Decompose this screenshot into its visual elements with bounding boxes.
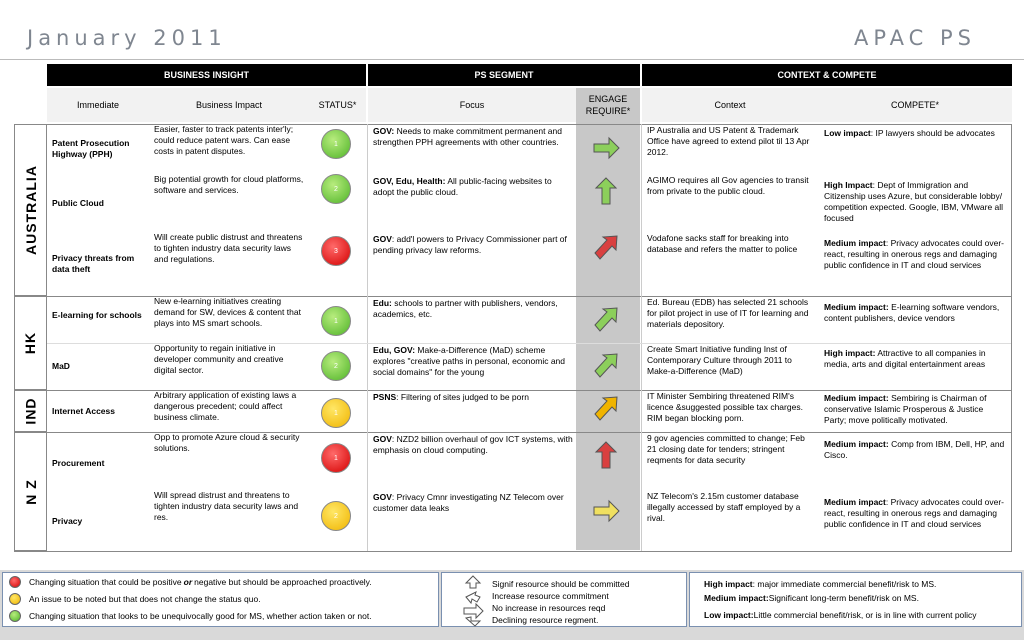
status-red-icon: 3	[321, 236, 351, 266]
context-cell: IT Minister Sembiring threatened RIM's licence &suggested possible tax charges. RIM began blocking porn.	[647, 391, 803, 423]
legend-impact-low	[704, 610, 977, 620]
legend-text-emph: or	[183, 577, 193, 587]
legend-text-emph: High impact	[704, 579, 753, 589]
compete-cell	[824, 238, 1006, 271]
legend-text: Significant long-term benefit/risk on MS.	[768, 593, 919, 603]
region-label: AUSTRALIA	[22, 165, 39, 255]
compete-text: Attractive to all companies in media, arts and digital entertainment areas	[824, 348, 986, 369]
legend-text-emph: Low impact:	[704, 610, 754, 620]
status-red-icon: 1	[321, 443, 351, 473]
legend-status-yellow	[9, 593, 261, 605]
compete-text: : Privacy advocates could over-react, resulting in onerous regs and damaging public confidence in IT and cloud services	[824, 497, 1004, 529]
impact-level: Low impact	[824, 128, 871, 138]
legend-text: No increase in resources reqd	[492, 603, 606, 613]
engage-arrows-icon	[462, 575, 484, 627]
focus-text: Needs to make commitment permanent and strengthen PPH agreements with other countries.	[373, 126, 562, 147]
col-divider	[367, 124, 368, 551]
col-business-impact: Business Impact	[149, 88, 309, 122]
page-title-date: January 2011	[27, 26, 227, 50]
legend-engage	[441, 572, 687, 627]
focus-text: : add'l powers to Privacy Commissioner part of pending privacy law reforms.	[373, 234, 567, 255]
context-cell: Vodafone sacks staff for breaking into database and refers the matter to police	[647, 233, 798, 254]
compete-cell	[824, 497, 1006, 530]
legend-text: negative but should be approached proactively.	[194, 577, 372, 587]
status-yellow-icon: 1	[321, 398, 351, 428]
compete-text: : Dept of Immigration and Citizenship uses Azure, but considerable lobby/ competition expected. Google, IBM, VMware all focused	[824, 180, 1004, 223]
focus-text: : Filtering of sites judged to be porn	[396, 392, 529, 402]
context-cell: 9 gov agencies committed to change; Feb 21 closing date for tenders; stringent reqments for data security	[647, 433, 805, 465]
focus-cell	[373, 345, 573, 378]
region-hk	[14, 296, 47, 390]
compete-text: Comp from IBM, Dell, HP, and Cisco.	[824, 439, 1005, 460]
focus-cell	[373, 176, 573, 198]
immediate-cell: MaD	[52, 361, 70, 371]
compete-text: : Privacy advocates could over-react, resulting in onerous regs and damaging public confidence in IT and cloud services	[824, 238, 1004, 270]
status-green-icon: 1	[321, 306, 351, 336]
section-ps-segment: PS SEGMENT	[368, 64, 640, 86]
impact-level: Medium impact:	[824, 302, 889, 312]
focus-segment: GOV, Edu, Health:	[373, 176, 446, 186]
business-impact-cell: Arbitrary application of existing laws a dangerous precedent; could affect business climate.	[154, 390, 297, 422]
focus-cell	[373, 126, 573, 148]
legend-status-red	[9, 576, 372, 588]
immediate-cell: Privacy	[52, 516, 83, 526]
red-status-icon	[9, 576, 21, 588]
engage-arrow-up-icon	[591, 176, 621, 206]
col-immediate: Immediate	[47, 88, 149, 122]
compete-cell	[824, 348, 1006, 370]
legend-text: An issue to be noted but that does not change the status quo.	[29, 594, 261, 604]
compete-cell	[824, 302, 1006, 324]
region-nz	[14, 432, 47, 551]
status-green-icon: 1	[321, 129, 351, 159]
compete-text: : IP lawyers should be advocates	[870, 128, 995, 138]
context-cell: AGIMO requires all Gov agencies to transit from private to the public cloud.	[647, 175, 809, 196]
focus-cell	[373, 434, 573, 456]
region-ind	[14, 390, 47, 432]
region-label: N Z	[22, 478, 39, 505]
impact-level: Medium impact	[824, 497, 886, 507]
legend-status	[2, 572, 439, 627]
compete-cell	[824, 128, 1006, 139]
immediate-cell: E-learning for schools	[52, 310, 142, 320]
col-compete: COMPETE*	[818, 88, 1012, 122]
immediate-cell: Patent Prosecution Highway (PPH)	[52, 138, 130, 159]
focus-cell	[373, 492, 573, 514]
col-divider	[641, 124, 642, 551]
business-impact-cell: Easier, faster to track patents inter'ly; could reduce patent wars. Can ease costs in patent disputes.	[154, 124, 294, 156]
region-label: HK	[22, 331, 39, 355]
business-impact-cell: Big potential growth for cloud platforms, software and services.	[154, 174, 304, 195]
impact-level: Medium impact:	[824, 393, 889, 403]
engage-arrow-right-icon	[591, 496, 621, 526]
section-context-compete: CONTEXT & COMPETE	[642, 64, 1012, 86]
status-green-icon: 2	[321, 174, 351, 204]
context-cell: NZ Telecom's 2.15m customer database illegally accessed by staff employed by a rival.	[647, 491, 801, 523]
business-impact-cell: Will create public distrust and threatens to tighten industry data security laws and regulations.	[154, 232, 303, 264]
engage-arrow-up-icon	[591, 440, 621, 470]
context-cell: Create Smart Initiative funding Inst of Contemporary Culture through 2011 to Make-a-Difference (MaD)	[647, 344, 792, 376]
compete-cell	[824, 180, 1006, 224]
status-yellow-icon: 2	[321, 501, 351, 531]
immediate-cell: Public Cloud	[52, 198, 104, 208]
legend-impact-medium	[704, 593, 919, 603]
engage-arrow-upright-icon	[591, 304, 621, 334]
focus-text: schools to partner with publishers, vendors, academics, etc.	[373, 298, 558, 319]
focus-text: : NZD2 billion overhaul of gov ICT systems, with emphasis on cloud computing.	[373, 434, 573, 455]
focus-text: Make-a-Difference (MaD) scheme explores "creative paths in personal, economic and social domains" for the young	[373, 345, 566, 377]
compete-cell	[824, 393, 1006, 426]
col-focus: Focus	[368, 88, 576, 122]
immediate-cell: Privacy threats from data theft	[52, 253, 135, 274]
col-engage: ENGAGE REQUIRE*	[576, 88, 640, 122]
impact-level: Medium impact:	[824, 439, 889, 449]
section-business-insight: BUSINESS INSIGHT	[47, 64, 366, 86]
focus-cell	[373, 234, 573, 256]
legend-text: Changing situation that looks to be unequivocally good for MS, whether action taken or not.	[29, 611, 372, 621]
focus-segment: GOV	[373, 234, 392, 244]
region-label: IND	[22, 397, 39, 425]
focus-text: All public-facing websites to adopt the public cloud.	[373, 176, 552, 197]
impact-level: High Impact	[824, 180, 873, 190]
legend-text: Increase resource commitment	[492, 591, 609, 601]
page-header	[0, 0, 1024, 60]
compete-cell	[824, 439, 1006, 461]
immediate-cell: Procurement	[52, 458, 105, 468]
table-right-border	[1011, 124, 1012, 551]
legend-impact-high	[704, 579, 936, 589]
engage-arrow-upright-icon	[591, 232, 621, 262]
focus-segment: GOV:	[373, 126, 395, 136]
context-cell: IP Australia and US Patent & Trademark Office have agreed to extend pilot til 13 Apr 2012.	[647, 125, 810, 157]
business-impact-cell: New e-learning initiatives creating demand for SW, devices & content that plays into MS smart schools.	[154, 296, 301, 328]
business-impact-cell: Opportunity to regain initiative in developer community and creative digital sector.	[154, 343, 284, 375]
business-impact-cell: Opp to promote Azure cloud & security solutions.	[154, 432, 300, 453]
green-status-icon	[9, 610, 21, 622]
legend-status-green	[9, 610, 372, 622]
focus-segment: Edu:	[373, 298, 392, 308]
legend-text: Signif resource should be committed	[492, 579, 630, 589]
row-divider	[14, 551, 1012, 552]
focus-segment: GOV	[373, 434, 392, 444]
compete-text: E-learning software vendors, content publishers, device vendors	[824, 302, 1000, 323]
focus-cell	[373, 392, 573, 403]
context-cell: Ed. Bureau (EDB) has selected 21 schools for pilot project in use of IT for learning and materials depository.	[647, 297, 809, 329]
focus-segment: Edu, GOV:	[373, 345, 416, 355]
legend-text: Little commercial benefit/risk, or is in line with current policy	[753, 610, 977, 620]
impact-level: Medium impact	[824, 238, 886, 248]
status-green-icon: 2	[321, 351, 351, 381]
focus-text: : Privacy Cmnr investigating NZ Telecom over customer data leaks	[373, 492, 564, 513]
col-status: STATUS*	[309, 88, 366, 122]
focus-segment: PSNS	[373, 392, 397, 402]
business-impact-cell: Will spread distrust and threatens to tighten industry data security laws and res.	[154, 490, 299, 522]
engage-arrow-upright-icon	[591, 350, 621, 380]
focus-segment: GOV	[373, 492, 392, 502]
engage-arrow-right-icon	[591, 133, 621, 163]
col-context: Context	[642, 88, 818, 122]
yellow-status-icon	[9, 593, 21, 605]
immediate-cell: Internet Access	[52, 406, 115, 416]
legend-text: Changing situation that could be positive	[29, 577, 182, 587]
focus-cell	[373, 298, 573, 320]
impact-level: High impact:	[824, 348, 876, 358]
legend-text: Declining resource regment.	[492, 615, 599, 625]
page-title-org: APAC PS	[853, 26, 976, 50]
region-australia	[14, 124, 47, 296]
legend-impact	[689, 572, 1022, 627]
legend-text-emph: Medium impact:	[704, 593, 769, 603]
engage-arrow-upright-icon	[591, 393, 621, 423]
legend-text: : major immediate commercial benefit/risk to MS.	[752, 579, 937, 589]
compete-text: Sembiring is Chairman of conservative Islamic Prosperous & Justice Party; move politically motivated.	[824, 393, 987, 425]
